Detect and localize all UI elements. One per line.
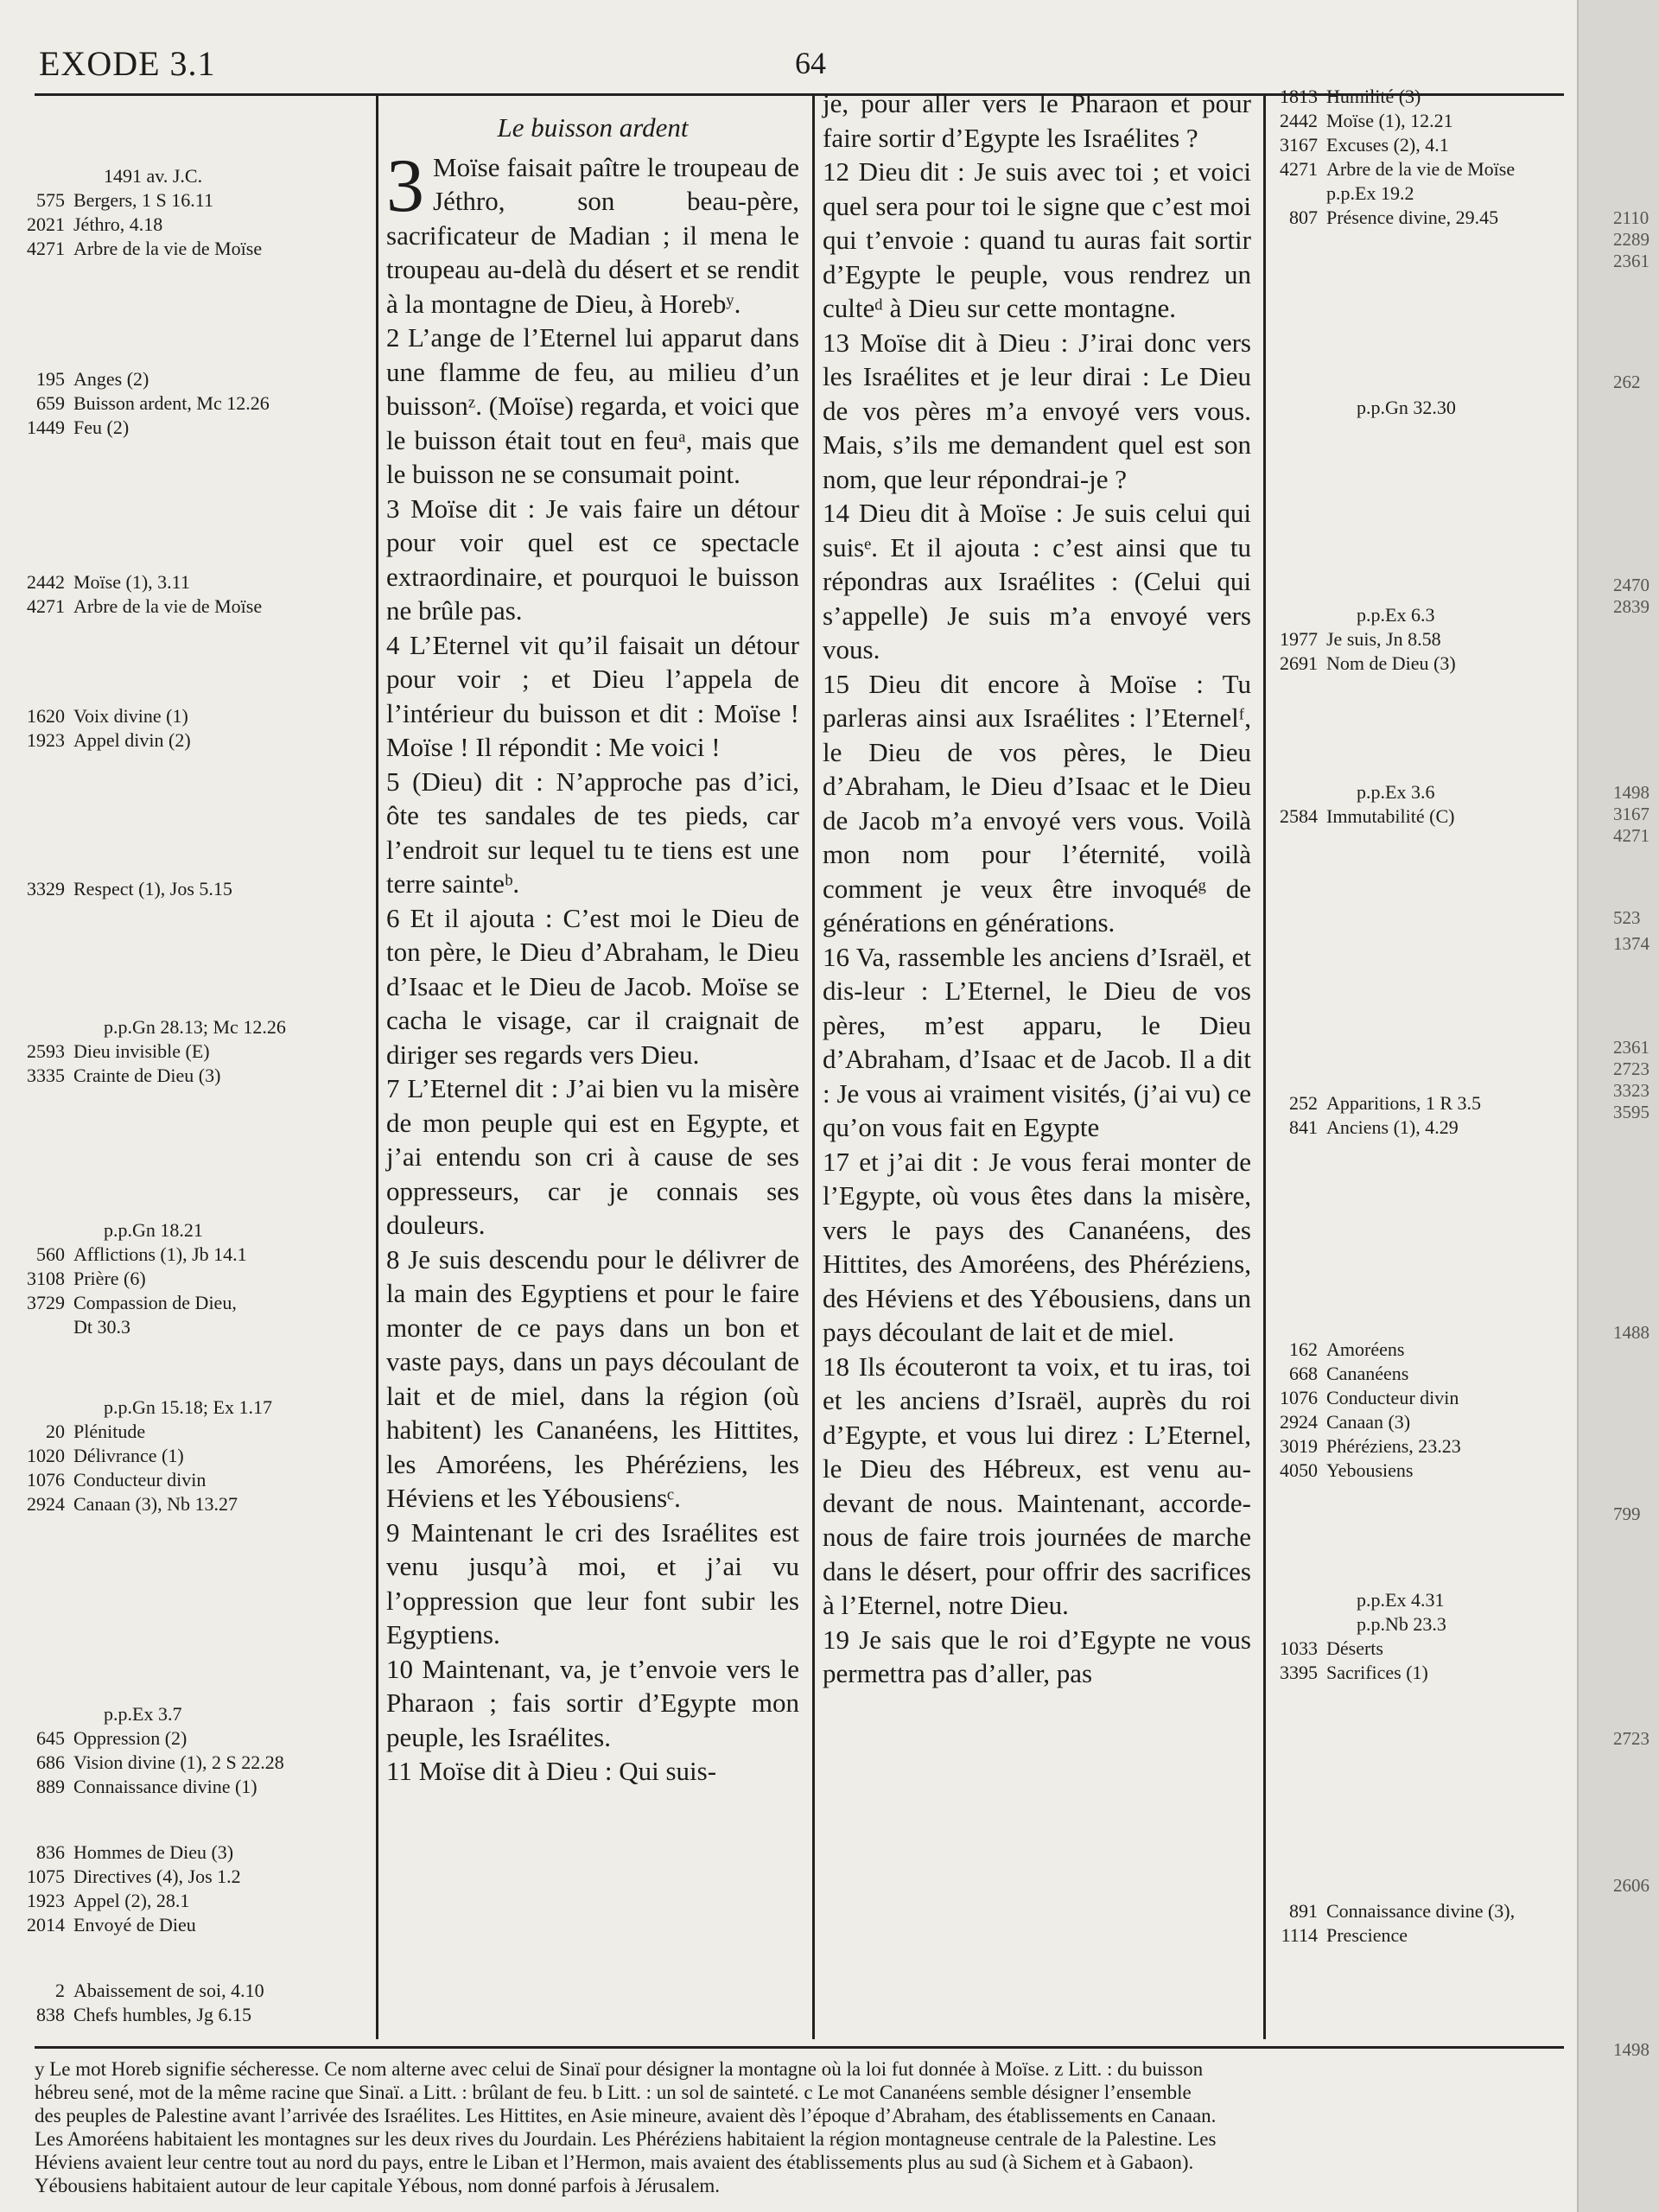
topic-reference — [1270, 133, 1616, 157]
verse: 12 Dieu dit : Je suis avec toi ; et voici quel sera pour toi le signe que c’est moi qui t’envoie : quand tu auras fait sortir d’Egypte le peuple, vous rendrez un culteᵈ à Dieu sur cette montagne. — [823, 156, 1251, 323]
reference-block — [17, 367, 363, 440]
topic-label: Sacrifices (1) — [1326, 1662, 1428, 1683]
reference-block — [1270, 396, 1616, 420]
verse: 5 (Dieu) dit : N’approche pas d’ici, ôte tes sandales de tes pieds, car l’endroit sur lequel tu te tiens est une terre sainteᵇ. — [386, 766, 799, 899]
parallel-passage: 1491 av. J.C. — [104, 165, 203, 187]
parallel-passage: p.p.Ex 6.3 — [1357, 604, 1435, 626]
topic-label: Hommes de Dieu (3) — [73, 1841, 234, 1863]
verse: je, pour aller vers le Pharaon et pour faire sortir d’Egypte les Israélites ? — [823, 88, 1251, 153]
topic-reference — [1270, 804, 1616, 829]
parallel-passage: p.p.Ex 3.7 — [104, 1703, 182, 1725]
reference-block — [17, 570, 363, 619]
topic-reference — [17, 704, 363, 728]
topic-label: Voix divine (1) — [73, 705, 188, 727]
topic-label: Anges (2) — [73, 368, 149, 390]
topic-number: 4271 — [1280, 158, 1318, 180]
topic-number: 1449 — [27, 416, 65, 438]
topic-reference — [1270, 1338, 1616, 1362]
topic-reference — [17, 1064, 363, 1088]
topic-reference — [17, 237, 363, 261]
edge-topic-number: 523 — [1613, 907, 1641, 928]
footnote-line: Héviens avaient leur centre tout au nord du pays, entre le Liban et l’Hermon, mais avaient des établissements plus au sud (à Sichem et à Gabaon). — [35, 2152, 1194, 2173]
verse: 4 L’Eternel vit qu’il faisait un détour pour voir ; et Dieu l’appela de l’intérieur du buisson et dit : Moïse ! Moïse ! Il répondit : Me voici ! — [386, 629, 799, 762]
topic-number: 3729 — [27, 1292, 65, 1313]
topic-label: Dieu invisible (E) — [73, 1040, 210, 1062]
topic-label: Plénitude — [73, 1421, 146, 1442]
topic-number: 2 — [55, 1980, 65, 2001]
topic-label: Chefs humbles, Jg 6.15 — [73, 2004, 251, 2025]
topic-reference — [1270, 1899, 1616, 1923]
topic-reference — [1270, 652, 1616, 676]
edge-topic-number: 2606 — [1613, 1875, 1649, 1896]
topic-reference — [17, 877, 363, 901]
topic-number: 2593 — [27, 1040, 65, 1062]
topic-reference — [17, 391, 363, 416]
reference-continuation: p.p.Ex 19.2 — [1326, 182, 1414, 204]
topic-reference — [17, 1889, 363, 1913]
reference-block — [17, 164, 363, 261]
topic-label: Jéthro, 4.18 — [73, 213, 163, 235]
reference-block — [1270, 85, 1616, 230]
topic-number: 3019 — [1280, 1435, 1318, 1457]
topic-label: Déserts — [1326, 1637, 1383, 1659]
topic-label: Yebousiens — [1326, 1459, 1414, 1481]
topic-label: Phéréziens, 23.23 — [1326, 1435, 1461, 1457]
topic-number: 1075 — [27, 1866, 65, 1887]
topic-number: 1923 — [27, 1890, 65, 1911]
topic-number: 659 — [36, 392, 65, 414]
topic-reference — [17, 1243, 363, 1267]
verse: 16 Va, rassemble les anciens d’Israël, et dis-leur : L’Eternel, le Dieu de vos pères, m’est apparu, le Dieu d’Abraham, d’Isaac et de Jacob. Il a dit : Je vous ai vraiment visités, (j’ai vu) ce qu’on vous fait en Egypte — [823, 941, 1251, 1142]
topic-number: 1620 — [27, 705, 65, 727]
column-divider — [812, 95, 815, 2039]
topic-number: 575 — [36, 189, 65, 211]
topic-label: Connaissance divine (3), — [1326, 1900, 1516, 1922]
verse: 14 Dieu dit à Moïse : Je suis celui qui suisᵉ. Et il ajouta : c’est ainsi que tu répondras aux Israélites : (Celui qui s’appelle) Je suis m’a envoyé vers vous. — [823, 498, 1251, 664]
topic-label: Directives (4), Jos 1.2 — [73, 1866, 241, 1887]
topic-label: Respect (1), Jos 5.15 — [73, 878, 232, 899]
topic-label: Envoyé de Dieu — [73, 1914, 196, 1936]
topic-label: Moïse (1), 12.21 — [1326, 110, 1453, 131]
topic-label: Arbre de la vie de Moïse — [73, 595, 263, 617]
topic-number: 4271 — [27, 238, 65, 259]
edge-topic-number: 1374 — [1613, 933, 1649, 954]
reference-block — [1270, 1091, 1616, 1140]
topic-label: Oppression (2) — [73, 1727, 188, 1749]
topic-reference — [17, 2003, 363, 2027]
topic-number: 2442 — [1280, 110, 1318, 131]
topic-number: 1977 — [1280, 628, 1318, 650]
topic-number: 2924 — [1280, 1411, 1318, 1433]
topic-number: 3335 — [27, 1065, 65, 1086]
topic-label: Apparitions, 1 R 3.5 — [1326, 1092, 1482, 1114]
topic-number: 686 — [36, 1751, 65, 1773]
topic-reference — [1270, 1459, 1616, 1483]
topic-reference — [17, 1840, 363, 1865]
topic-label: Délivrance (1) — [73, 1445, 184, 1466]
verse: 17 et j’ai dit : Je vous ferai monter de l’Egypte, où vous êtes dans la misère, vers le pays des Cananéens, des Hittites, des Amoréens, des Phéréziens, des Héviens et des Yébousiens, dans un pays découlant de lait et de miel. — [823, 1146, 1251, 1347]
topic-label: Moïse (1), 3.11 — [73, 571, 190, 593]
parallel-passage: p.p.Gn 32.30 — [1357, 397, 1456, 418]
topic-reference — [17, 213, 363, 237]
topic-reference — [1270, 627, 1616, 652]
topic-label: Crainte de Dieu (3) — [73, 1065, 221, 1086]
topic-label: Excuses (2), 4.1 — [1326, 134, 1449, 156]
topic-reference — [17, 1913, 363, 1937]
parallel-passage: p.p.Nb 23.3 — [1357, 1613, 1446, 1635]
reference-block — [17, 1979, 363, 2027]
topic-number: 2021 — [27, 213, 65, 235]
topic-number: 560 — [36, 1243, 65, 1265]
topic-number: 891 — [1289, 1900, 1318, 1922]
topic-label: Appel divin (2) — [73, 729, 191, 751]
footnote-line: hébreu sené, mot de la même racine que Sinaï. a Litt. : brûlant de feu. b Litt. : un sol de sainteté. c Le mot Cananéens semble désigner l’ensemble — [35, 2082, 1192, 2103]
topic-label: Arbre de la vie de Moïse — [73, 238, 263, 259]
topic-label: Connaissance divine (1) — [73, 1776, 257, 1797]
topic-reference — [17, 188, 363, 213]
topic-number: 1020 — [27, 1445, 65, 1466]
topic-label: Feu (2) — [73, 416, 130, 438]
topic-number: 162 — [1289, 1338, 1318, 1360]
topic-reference — [17, 1039, 363, 1064]
topic-label: Abaissement de soi, 4.10 — [73, 1980, 264, 2001]
topic-reference — [17, 1751, 363, 1775]
topic-number: 1076 — [27, 1469, 65, 1491]
footnote-line: y Le mot Horeb signifie sécheresse. Ce nom alterne avec celui de Sinaï pour désigner la montagne où la loi fut donnée à Moïse. z Litt. : du buisson — [35, 2058, 1204, 2080]
topic-reference — [1270, 1410, 1616, 1434]
verse: 9 Maintenant le cri des Israélites est venu jusqu’à moi, et j’ai vu l’oppression que leur font subir les Egyptiens. — [386, 1516, 799, 1649]
topic-label: Conducteur divin — [1326, 1387, 1459, 1408]
text-column-1 — [386, 111, 799, 1789]
footnote-line: Yébousiens habitaient autour de leur capitale Yébous, nom donné parfois à Jérusalem. — [35, 2175, 721, 2196]
topic-reference — [1270, 157, 1616, 181]
topic-label: Buisson ardent, Mc 12.26 — [73, 392, 270, 414]
topic-number: 1076 — [1280, 1387, 1318, 1408]
topic-number: 807 — [1289, 207, 1318, 228]
topic-reference — [1270, 1362, 1616, 1386]
right-reference-column — [1270, 85, 1573, 2037]
parallel-passage: p.p.Gn 18.21 — [104, 1219, 203, 1241]
verse: 15 Dieu dit encore à Moïse : Tu parleras ainsi aux Israélites : l’Eternelᶠ, le Dieu de vos pères, le Dieu d’Abraham, le Dieu d’Isaac et le Dieu de Jacob m’a envoyé vers vous. Voilà mon nom pour l’éternité, voilà comment je veux être invoquéᵍ de générations en générations. — [823, 668, 1251, 938]
footnote-line: des peuples de Palestine avant l’arrivée des Israélites. Les Hittites, en Asie mineure, avaient dès l’époque d’Abraham, des établissements en Canaan. — [35, 2105, 1217, 2126]
topic-label: Vision divine (1), 2 S 22.28 — [73, 1751, 284, 1773]
topic-reference — [1270, 1091, 1616, 1116]
topic-reference — [17, 1468, 363, 1492]
topic-label: Prière (6) — [73, 1268, 146, 1289]
topic-label: Compassion de Dieu, — [73, 1292, 237, 1313]
topic-number: 1813 — [1280, 86, 1318, 107]
edge-topic-number: 3595 — [1613, 1102, 1649, 1122]
topic-number: 20 — [46, 1421, 65, 1442]
parallel-passage: p.p.Gn 28.13; Mc 12.26 — [104, 1016, 286, 1038]
topic-reference — [17, 570, 363, 594]
reference-block — [1270, 780, 1616, 829]
edge-topic-number: 1498 — [1613, 2039, 1649, 2060]
topic-number: 645 — [36, 1727, 65, 1749]
verse: 2 L’ange de l’Eternel lui apparut dans une flamme de feu, au milieu d’un buissonᶻ. (Moïse) regarda, et voici que le buisson était tout en feuᵃ, mais que le buisson ne se consumait point. — [386, 322, 799, 489]
topic-label: Anciens (1), 4.29 — [1326, 1116, 1459, 1138]
edge-topic-number: 2361 — [1613, 1037, 1649, 1058]
edge-topic-number: 1488 — [1613, 1322, 1649, 1343]
topic-reference — [17, 1267, 363, 1291]
edge-topic-number: 2723 — [1613, 1728, 1649, 1749]
verse: 8 Je suis descendu pour le délivrer de la main des Egyptiens et pour le faire monter de ce pays dans un bon et vaste pays, dans un pays découlant de lait et de miel, dans la région (où habitent) les Cananéens, les Hittites, les Amoréens, les Phéréziens, les Héviens et les Yébousiensᶜ. — [386, 1243, 799, 1513]
verse: 19 Je sais que le roi d’Egypte ne vous permettra pas d’aller, pas — [823, 1624, 1251, 1688]
footnotes — [35, 2046, 1564, 2197]
verse: Moïse faisait paître le troupeau de Jéthro, son beau-père, sacrificateur de Madian ; il mena le troupeau au-delà du désert et se rendit à la montagne de Dieu, à Horebʸ. — [386, 151, 799, 319]
topic-reference — [17, 594, 363, 619]
footnote-line: Les Amoréens habitaient les montagnes sur les deux rives du Jourdain. Les Phéréziens habitaient la région montagneuse centrale de la Palestine. Les — [35, 2128, 1217, 2150]
topic-label: Appel (2), 28.1 — [73, 1890, 190, 1911]
parallel-passage: p.p.Gn 15.18; Ex 1.17 — [104, 1396, 272, 1418]
topic-reference — [1270, 1386, 1616, 1410]
topic-label: Immutabilité (C) — [1326, 805, 1455, 827]
verse: 11 Moïse dit à Dieu : Qui suis- — [386, 1756, 717, 1786]
topic-number: 836 — [36, 1841, 65, 1863]
section-title: Le buisson ardent — [497, 112, 689, 143]
topic-reference — [17, 1420, 363, 1444]
edge-topic-number: 2839 — [1613, 596, 1649, 617]
book-reference: EXODE 3.1 — [39, 44, 216, 83]
topic-label: Présence divine, 29.45 — [1326, 207, 1499, 228]
topic-number: 2584 — [1280, 805, 1318, 827]
topic-reference — [17, 1492, 363, 1516]
topic-reference — [1270, 1661, 1616, 1685]
topic-label: Nom de Dieu (3) — [1326, 652, 1456, 674]
topic-number: 2442 — [27, 571, 65, 593]
topic-reference — [1270, 85, 1616, 109]
topic-reference — [17, 728, 363, 753]
topic-number: 1114 — [1281, 1924, 1318, 1946]
topic-reference — [17, 416, 363, 440]
topic-number: 2924 — [27, 1493, 65, 1515]
topic-label: Humilité (3) — [1326, 86, 1421, 107]
topic-reference — [17, 1865, 363, 1889]
edge-topic-number: 3323 — [1613, 1080, 1649, 1101]
topic-reference — [1270, 1434, 1616, 1459]
topic-number: 3167 — [1280, 134, 1318, 156]
reference-block — [17, 1015, 363, 1088]
reference-block — [1270, 603, 1616, 676]
edge-topic-number: 4271 — [1613, 825, 1649, 846]
verse: 7 L’Eternel dit : J’ai bien vu la misère de mon peuple qui est en Egypte, et j’ai entendu son cri à cause de ses oppresseurs, car je connais ses douleurs. — [386, 1073, 799, 1240]
topic-number: 252 — [1289, 1092, 1318, 1114]
reference-block — [17, 1395, 363, 1516]
page-number: 64 — [795, 46, 826, 80]
topic-label: Afflictions (1), Jb 14.1 — [73, 1243, 247, 1265]
reference-block — [17, 1840, 363, 1937]
edge-topic-number: 3167 — [1613, 804, 1649, 824]
edge-topic-number: 2470 — [1613, 575, 1649, 595]
topic-label: Arbre de la vie de Moïse — [1326, 158, 1516, 180]
topic-label: Conducteur divin — [73, 1469, 207, 1491]
verse: 18 Ils écouteront ta voix, et tu iras, toi et les anciens d’Israël, auprès du roi d’Egypte, et vous lui direz : L’Eternel, le Dieu des Hébreux, est venu au-devant de nous. Maintenant, accorde-nous de faire trois journées de marche dans le désert, pour offrir des sacrifices à l’Eternel, notre Dieu. — [823, 1351, 1251, 1620]
topic-number: 841 — [1289, 1116, 1318, 1138]
verse: 3 Moïse dit : Je vais faire un détour pour voir quel est ce spectacle extraordinaire, et pourquoi le buisson ne brûle pas. — [386, 493, 799, 626]
topic-label: Cananéens — [1326, 1363, 1409, 1384]
edge-topic-number: 1498 — [1613, 782, 1649, 803]
edge-topic-number: 2361 — [1613, 251, 1649, 271]
topic-label: Bergers, 1 S 16.11 — [73, 189, 213, 211]
verse: 13 Moïse dit à Dieu : J’irai donc vers les Israélites et je leur dirai : Le Dieu de vos pères m’a envoyé vers vous. Mais, s’ils me demandent quel est son nom, que leur répondrai-je ? — [823, 327, 1251, 494]
topic-number: 4050 — [1280, 1459, 1318, 1481]
parallel-passage: p.p.Ex 4.31 — [1357, 1589, 1445, 1611]
verse: 6 Et il ajouta : C’est moi le Dieu de ton père, le Dieu d’Abraham, le Dieu d’Isaac et le Dieu de Jacob. Moïse se cacha le visage, car il craignait de diriger ses regards vers Dieu. — [386, 902, 799, 1070]
topic-label: Amoréens — [1326, 1338, 1405, 1360]
left-reference-column — [17, 164, 372, 2039]
edge-topic-number: 262 — [1613, 372, 1641, 392]
topic-number: 668 — [1289, 1363, 1318, 1384]
reference-block — [17, 704, 363, 753]
column-divider — [1263, 95, 1266, 2039]
topic-number: 3395 — [1280, 1662, 1318, 1683]
reference-block — [1270, 1588, 1616, 1685]
topic-number: 195 — [36, 368, 65, 390]
edge-topic-number: 2723 — [1613, 1058, 1649, 1079]
topic-number: 2014 — [27, 1914, 65, 1936]
topic-reference — [1270, 1637, 1616, 1661]
reference-block — [17, 877, 363, 901]
topic-label: Je suis, Jn 8.58 — [1326, 628, 1441, 650]
edge-topic-number: 2110 — [1613, 207, 1649, 228]
reference-block — [17, 1218, 363, 1339]
reference-block — [17, 1702, 363, 1799]
topic-number: 889 — [36, 1776, 65, 1797]
topic-number: 838 — [36, 2004, 65, 2025]
topic-number: 3108 — [27, 1268, 65, 1289]
topic-number: 4271 — [27, 595, 65, 617]
chapter-number: 3 — [386, 143, 424, 228]
verse: 10 Maintenant, va, je t’envoie vers le Pharaon ; fais sortir d’Egypte mon peuple, les Israélites. — [386, 1653, 799, 1752]
topic-number: 1033 — [1280, 1637, 1318, 1659]
reference-block — [1270, 1899, 1616, 1948]
topic-label: Prescience — [1326, 1924, 1408, 1946]
topic-reference — [17, 1291, 363, 1315]
topic-reference — [17, 1775, 363, 1799]
topic-reference — [1270, 1923, 1616, 1948]
topic-number: 3329 — [27, 878, 65, 899]
topic-label: Canaan (3) — [1326, 1411, 1411, 1433]
edge-topic-number: 799 — [1613, 1503, 1641, 1524]
next-page-edge — [1577, 0, 1659, 2212]
reference-block — [1270, 1338, 1616, 1483]
column-divider — [376, 95, 378, 2039]
topic-reference — [17, 1979, 363, 2003]
parallel-passage: p.p.Ex 3.6 — [1357, 781, 1435, 803]
reference-continuation: Dt 30.3 — [73, 1316, 130, 1338]
topic-reference — [17, 1444, 363, 1468]
topic-number: 2691 — [1280, 652, 1318, 674]
topic-reference — [17, 367, 363, 391]
topic-label: Canaan (3), Nb 13.27 — [73, 1493, 238, 1515]
topic-reference — [1270, 109, 1616, 133]
text-column-2 — [823, 86, 1251, 1691]
topic-reference — [1270, 1116, 1616, 1140]
topic-reference — [17, 1726, 363, 1751]
edge-topic-number: 2289 — [1613, 229, 1649, 250]
topic-number: 1923 — [27, 729, 65, 751]
topic-reference — [1270, 206, 1616, 230]
